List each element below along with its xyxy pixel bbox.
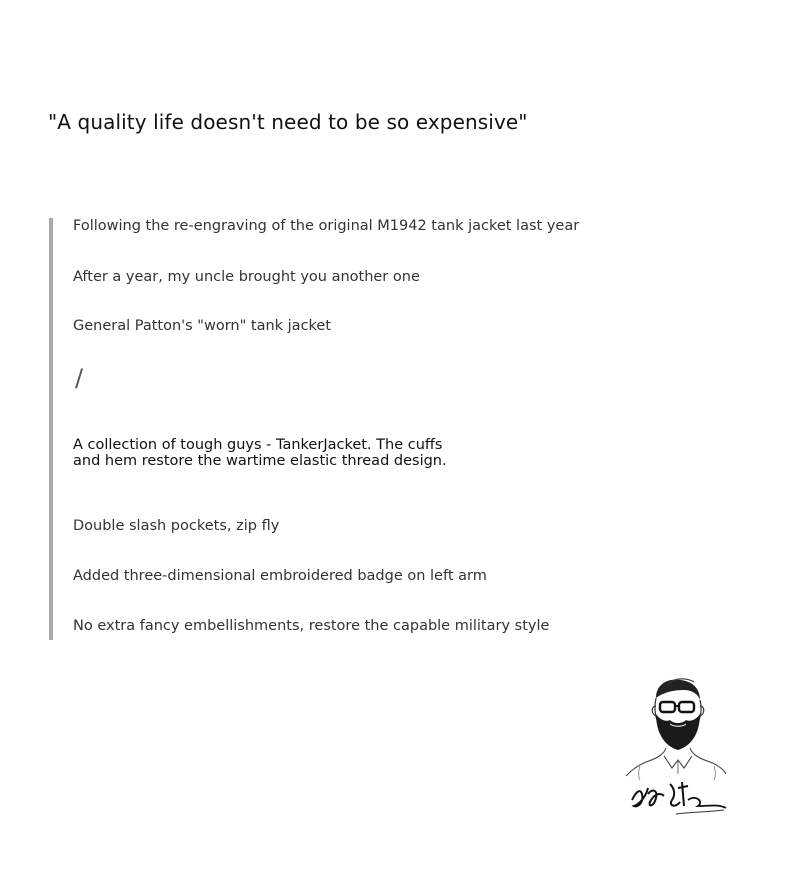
description-line-7: No extra fancy embellishments, restore the capable military style [73, 618, 550, 634]
description-quote-block [49, 218, 613, 640]
description-line-5: Double slash pockets, zip fly [73, 518, 280, 534]
description-line-6: Added three-dimensional embroidered badge on left arm [73, 568, 487, 584]
headline-quote: "A quality life doesn't need to be so expensive" [48, 110, 528, 134]
description-line-3: General Patton's "worn" tank jacket [73, 318, 332, 334]
signature-mark [632, 782, 726, 814]
bearded-man-portrait-icon [618, 676, 730, 818]
description-line-1: Following the re-engraving of the original M1942 tank jacket last year [73, 218, 580, 234]
slash-divider: / [75, 364, 84, 392]
description-line-2: After a year, my uncle brought you another one [73, 269, 420, 285]
description-line-4: A collection of tough guys - TankerJacket. The cuffs and hem restore the wartime elastic thread design. [73, 437, 447, 469]
